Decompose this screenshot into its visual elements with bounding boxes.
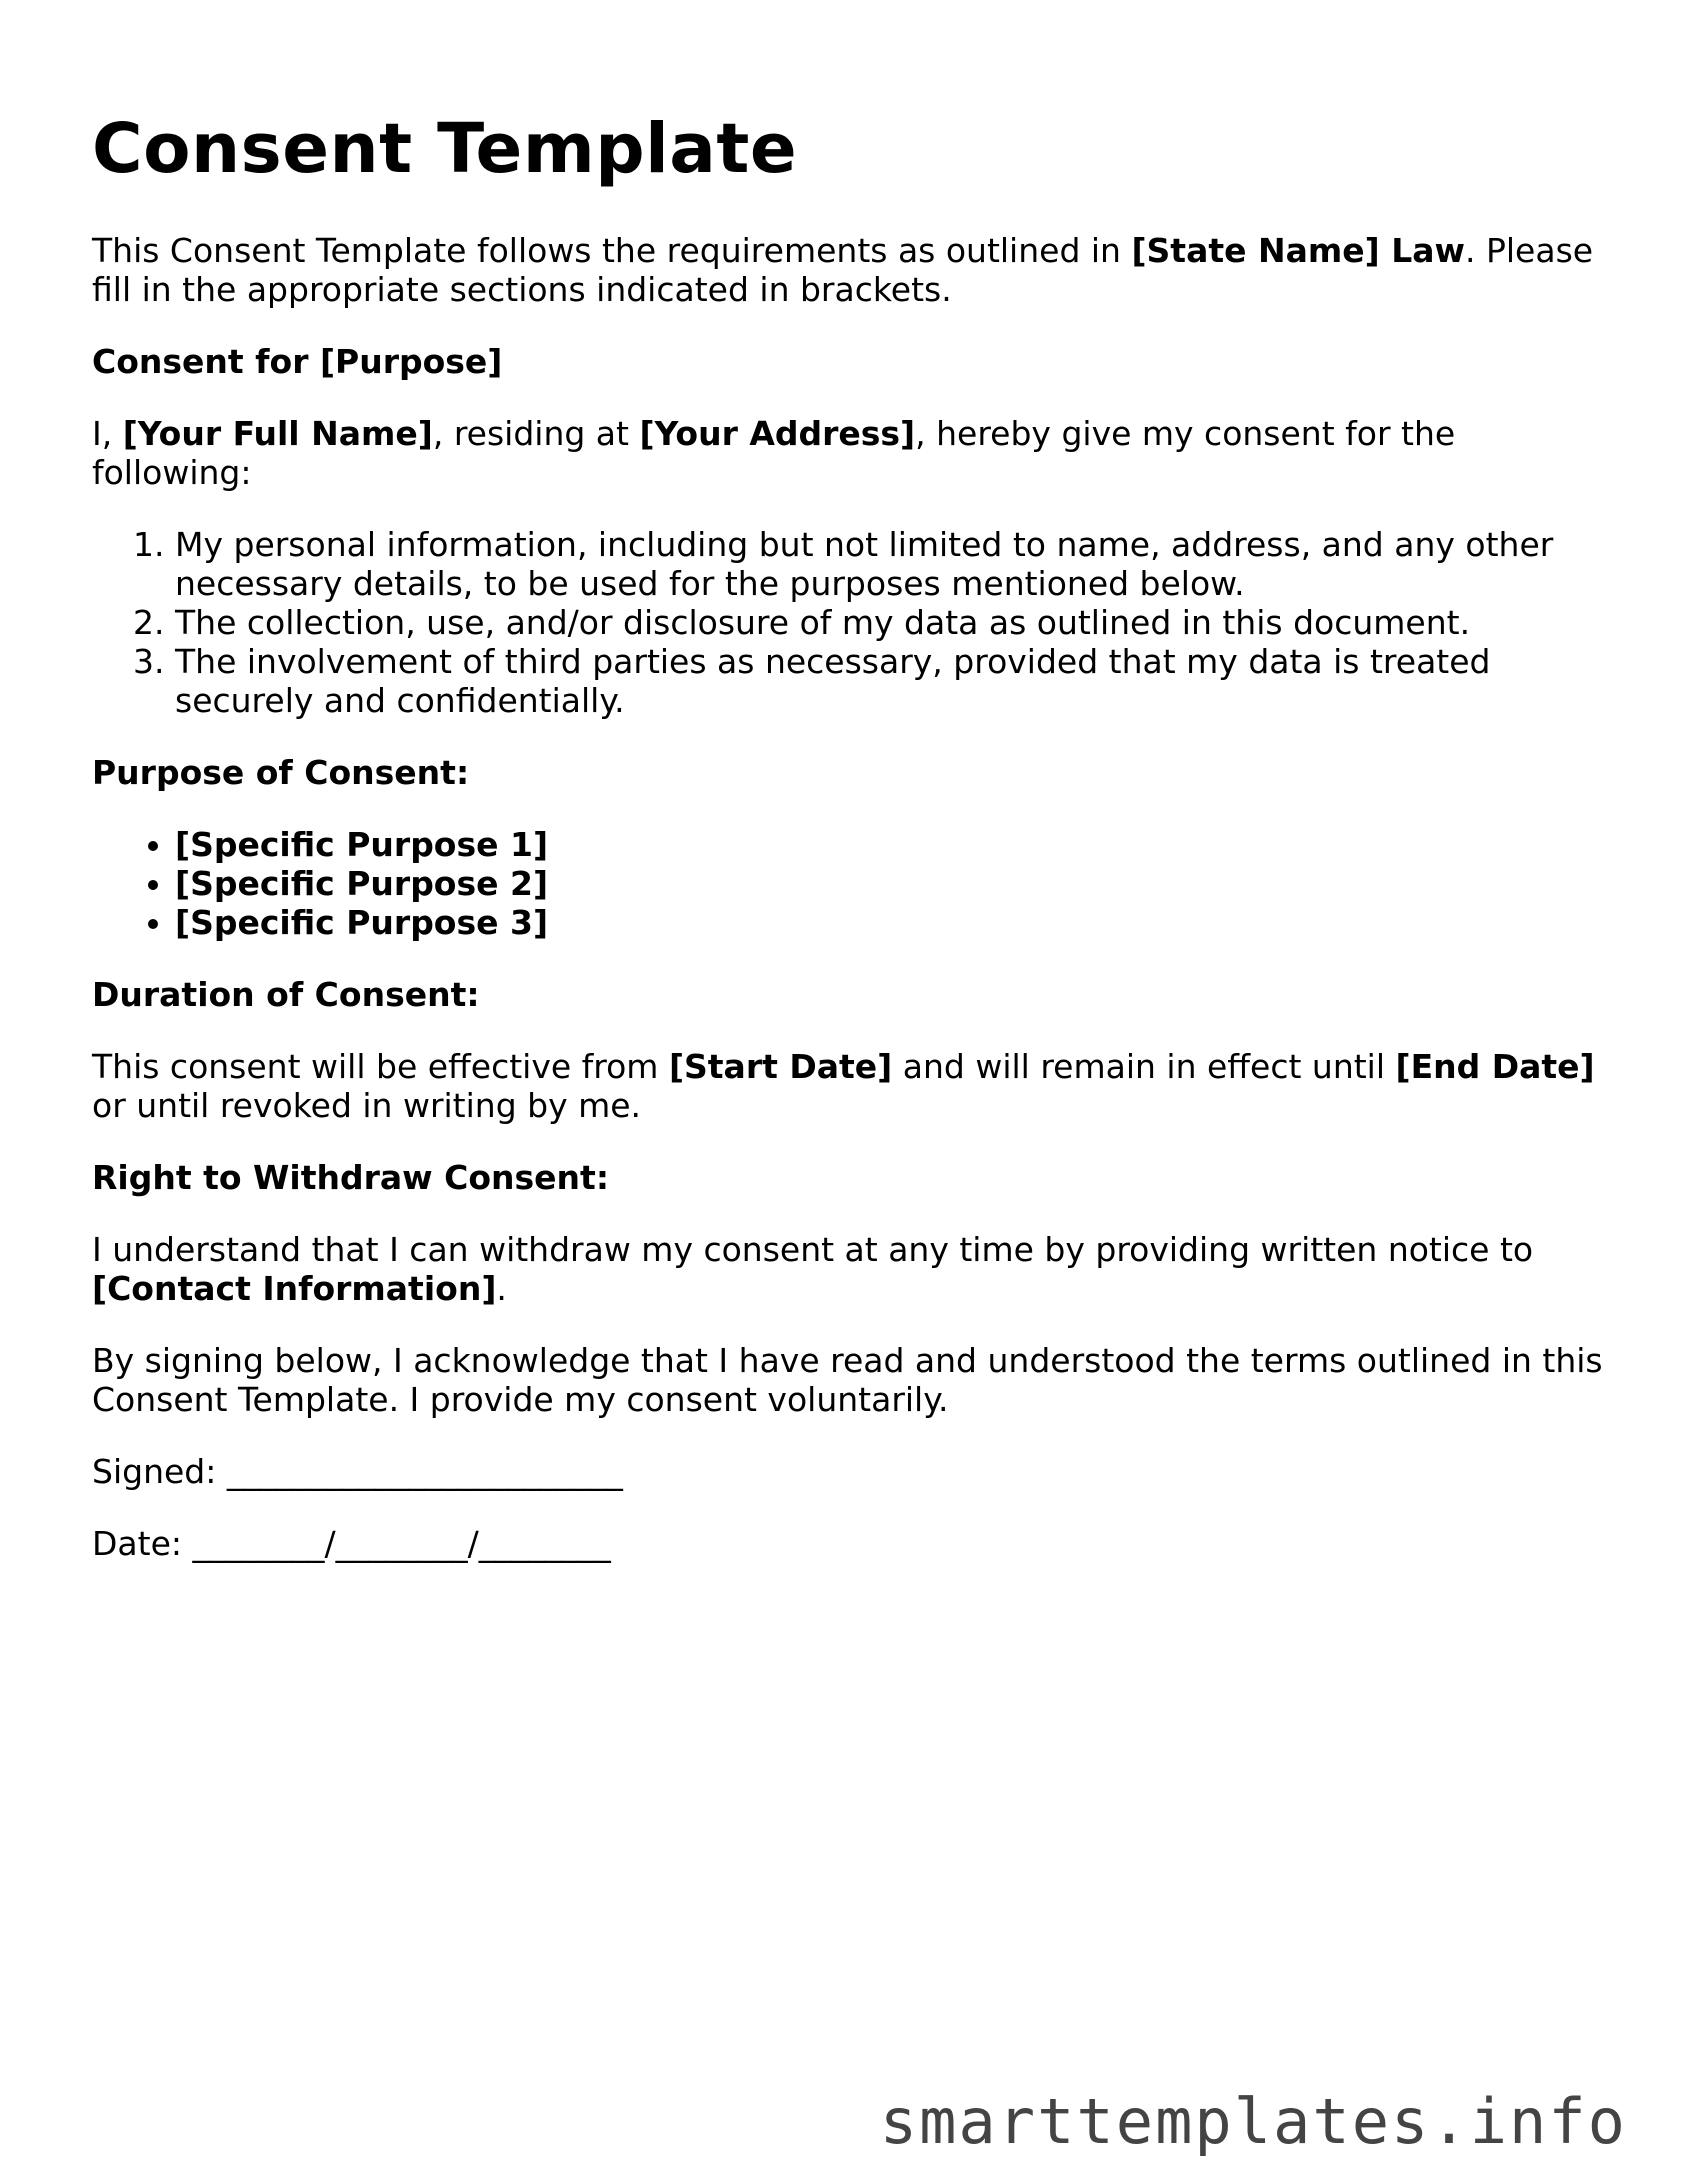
- full-name-placeholder: [Your Full Name]: [122, 414, 433, 454]
- purpose-heading: Purpose of Consent:: [92, 753, 470, 793]
- list-item: 2. The collection, use, and/or disclosure of my data as outlined in this document.: [175, 603, 1612, 642]
- consent-statement: [92, 414, 1612, 492]
- withdraw-text-2: .: [496, 1269, 507, 1309]
- duration-heading: Duration of Consent:: [92, 975, 480, 1015]
- address-placeholder: [Your Address]: [639, 414, 916, 454]
- intro-paragraph: [92, 231, 1612, 309]
- statement-text-3: , hereby give my consent for the following:: [92, 414, 1456, 493]
- end-date-placeholder: [End Date]: [1395, 1047, 1595, 1087]
- acknowledgment-paragraph: By signing below, I acknowledge that I have read and understood the terms outlined in this Consent Template. I provide my consent voluntarily.: [92, 1341, 1603, 1420]
- statement-text-2: , residing at: [432, 414, 640, 454]
- list-item: 1. My personal information, including but not limited to name, address, and any other necessary details, to be used for the purposes mentioned below.: [175, 525, 1612, 603]
- list-item: • [Specific Purpose 1]: [175, 825, 1612, 864]
- withdraw-heading: Right to Withdraw Consent:: [92, 1158, 610, 1198]
- duration-text-1: This consent will be effective from: [92, 1047, 669, 1087]
- duration-text-2: and will remain in effect until: [892, 1047, 1396, 1087]
- duration-paragraph: [92, 1047, 1612, 1125]
- consent-heading: Consent for [Purpose]: [92, 342, 503, 382]
- withdraw-text-1: I understand that I can withdraw my consent at any time by providing written notice to: [92, 1230, 1534, 1270]
- intro-text-2: . Please fill in the appropriate sections indicated in brackets.: [92, 231, 1594, 310]
- date-line: Date: ________/________/________: [92, 1524, 611, 1564]
- list-item: • [Specific Purpose 3]: [175, 903, 1612, 942]
- contact-placeholder: [Contact Information]: [92, 1269, 497, 1309]
- document-title: Consent Template: [92, 109, 798, 189]
- duration-text-3: or until revoked in writing by me.: [92, 1086, 642, 1126]
- start-date-placeholder: [Start Date]: [668, 1047, 893, 1087]
- state-law-placeholder: [State Name] Law: [1131, 231, 1465, 271]
- statement-text-1: I,: [92, 414, 123, 454]
- purposes-list: [92, 825, 1612, 942]
- watermark: smarttemplates.info: [879, 2085, 1627, 2158]
- intro-text-1: This Consent Template follows the requirements as outlined in: [92, 231, 1132, 271]
- signature-line: Signed: ________________________: [92, 1452, 623, 1492]
- list-item: 3. The involvement of third parties as necessary, provided that my data is treated securely and confidentially.: [175, 642, 1612, 720]
- list-item: • [Specific Purpose 2]: [175, 864, 1612, 903]
- document-page: [92, 110, 1612, 1596]
- withdraw-paragraph: [92, 1230, 1612, 1308]
- consent-items-list: [92, 525, 1612, 720]
